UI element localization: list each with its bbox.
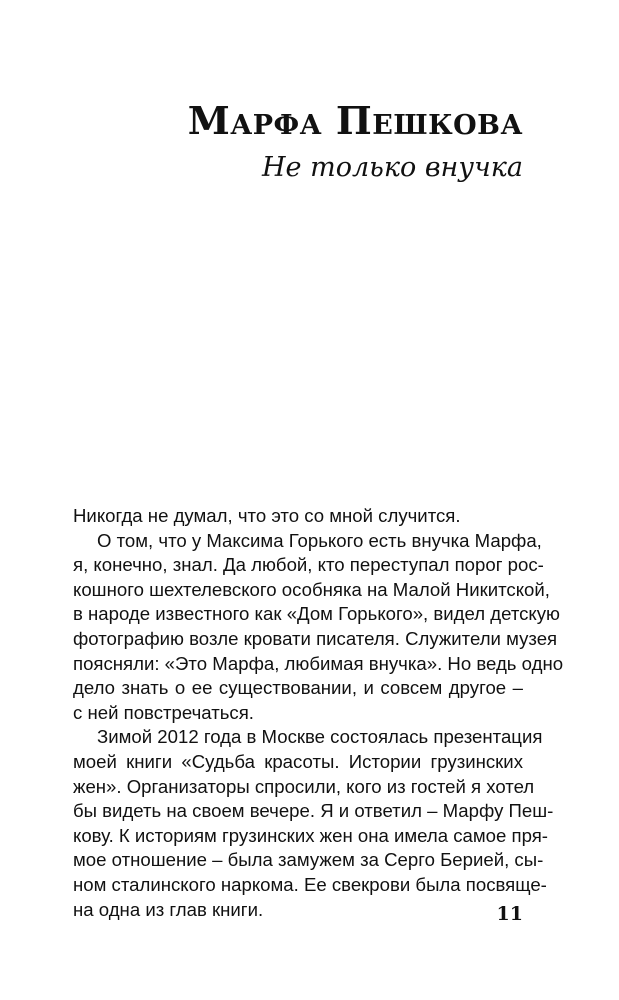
text-line: кошного шехтелевского особняка на Малой Никитской, — [73, 578, 550, 600]
page-number: 11 — [496, 903, 523, 925]
text-line: на одна из глав книги. — [73, 898, 264, 920]
text-line: кову. К историям грузинских жен она имела самое пря- — [73, 824, 548, 846]
text-line: мое отношение – была замужем за Серго Берией, сы- — [73, 849, 544, 871]
paragraph — [73, 529, 564, 726]
text-line: Зимой 2012 года в Москве состоялась презентация — [97, 726, 543, 748]
text-line: моей книги «Судьба красоты. Истории грузинских — [73, 750, 523, 772]
text-line: жен». Организаторы спросили, кого из гостей я хотел — [73, 775, 535, 797]
paragraph — [73, 504, 523, 529]
chapter-subtitle: Не только внучка — [262, 152, 523, 183]
chapter-title: Марфа Пешкова — [187, 98, 523, 143]
text-line: я, конечно, знал. Да любой, кто переступал порог рос- — [73, 554, 544, 576]
text-line: фотографию возле кровати писателя. Служители музея — [73, 627, 558, 649]
text-line: в народе известного как «Дом Горького», видел детскую — [73, 603, 561, 625]
text-line: поясняли: «Это Марфа, любимая внучка». Но ведь одно — [73, 652, 564, 674]
text-line: Никогда не думал, что это со мной случится. — [73, 505, 461, 526]
paragraph — [73, 725, 554, 922]
text-line: бы видеть на своем вечере. Я и ответил – Марфу Пеш- — [73, 800, 554, 822]
text-line: ном сталинского наркома. Ее свекрови была посвяще- — [73, 873, 547, 895]
text-line: с ней повстречаться. — [73, 701, 254, 723]
text-line: дело знать о ее существовании, и совсем другое – — [73, 677, 523, 699]
text-line: О том, что у Максима Горького есть внучка Марфа, — [97, 529, 542, 551]
body-text — [73, 504, 564, 922]
